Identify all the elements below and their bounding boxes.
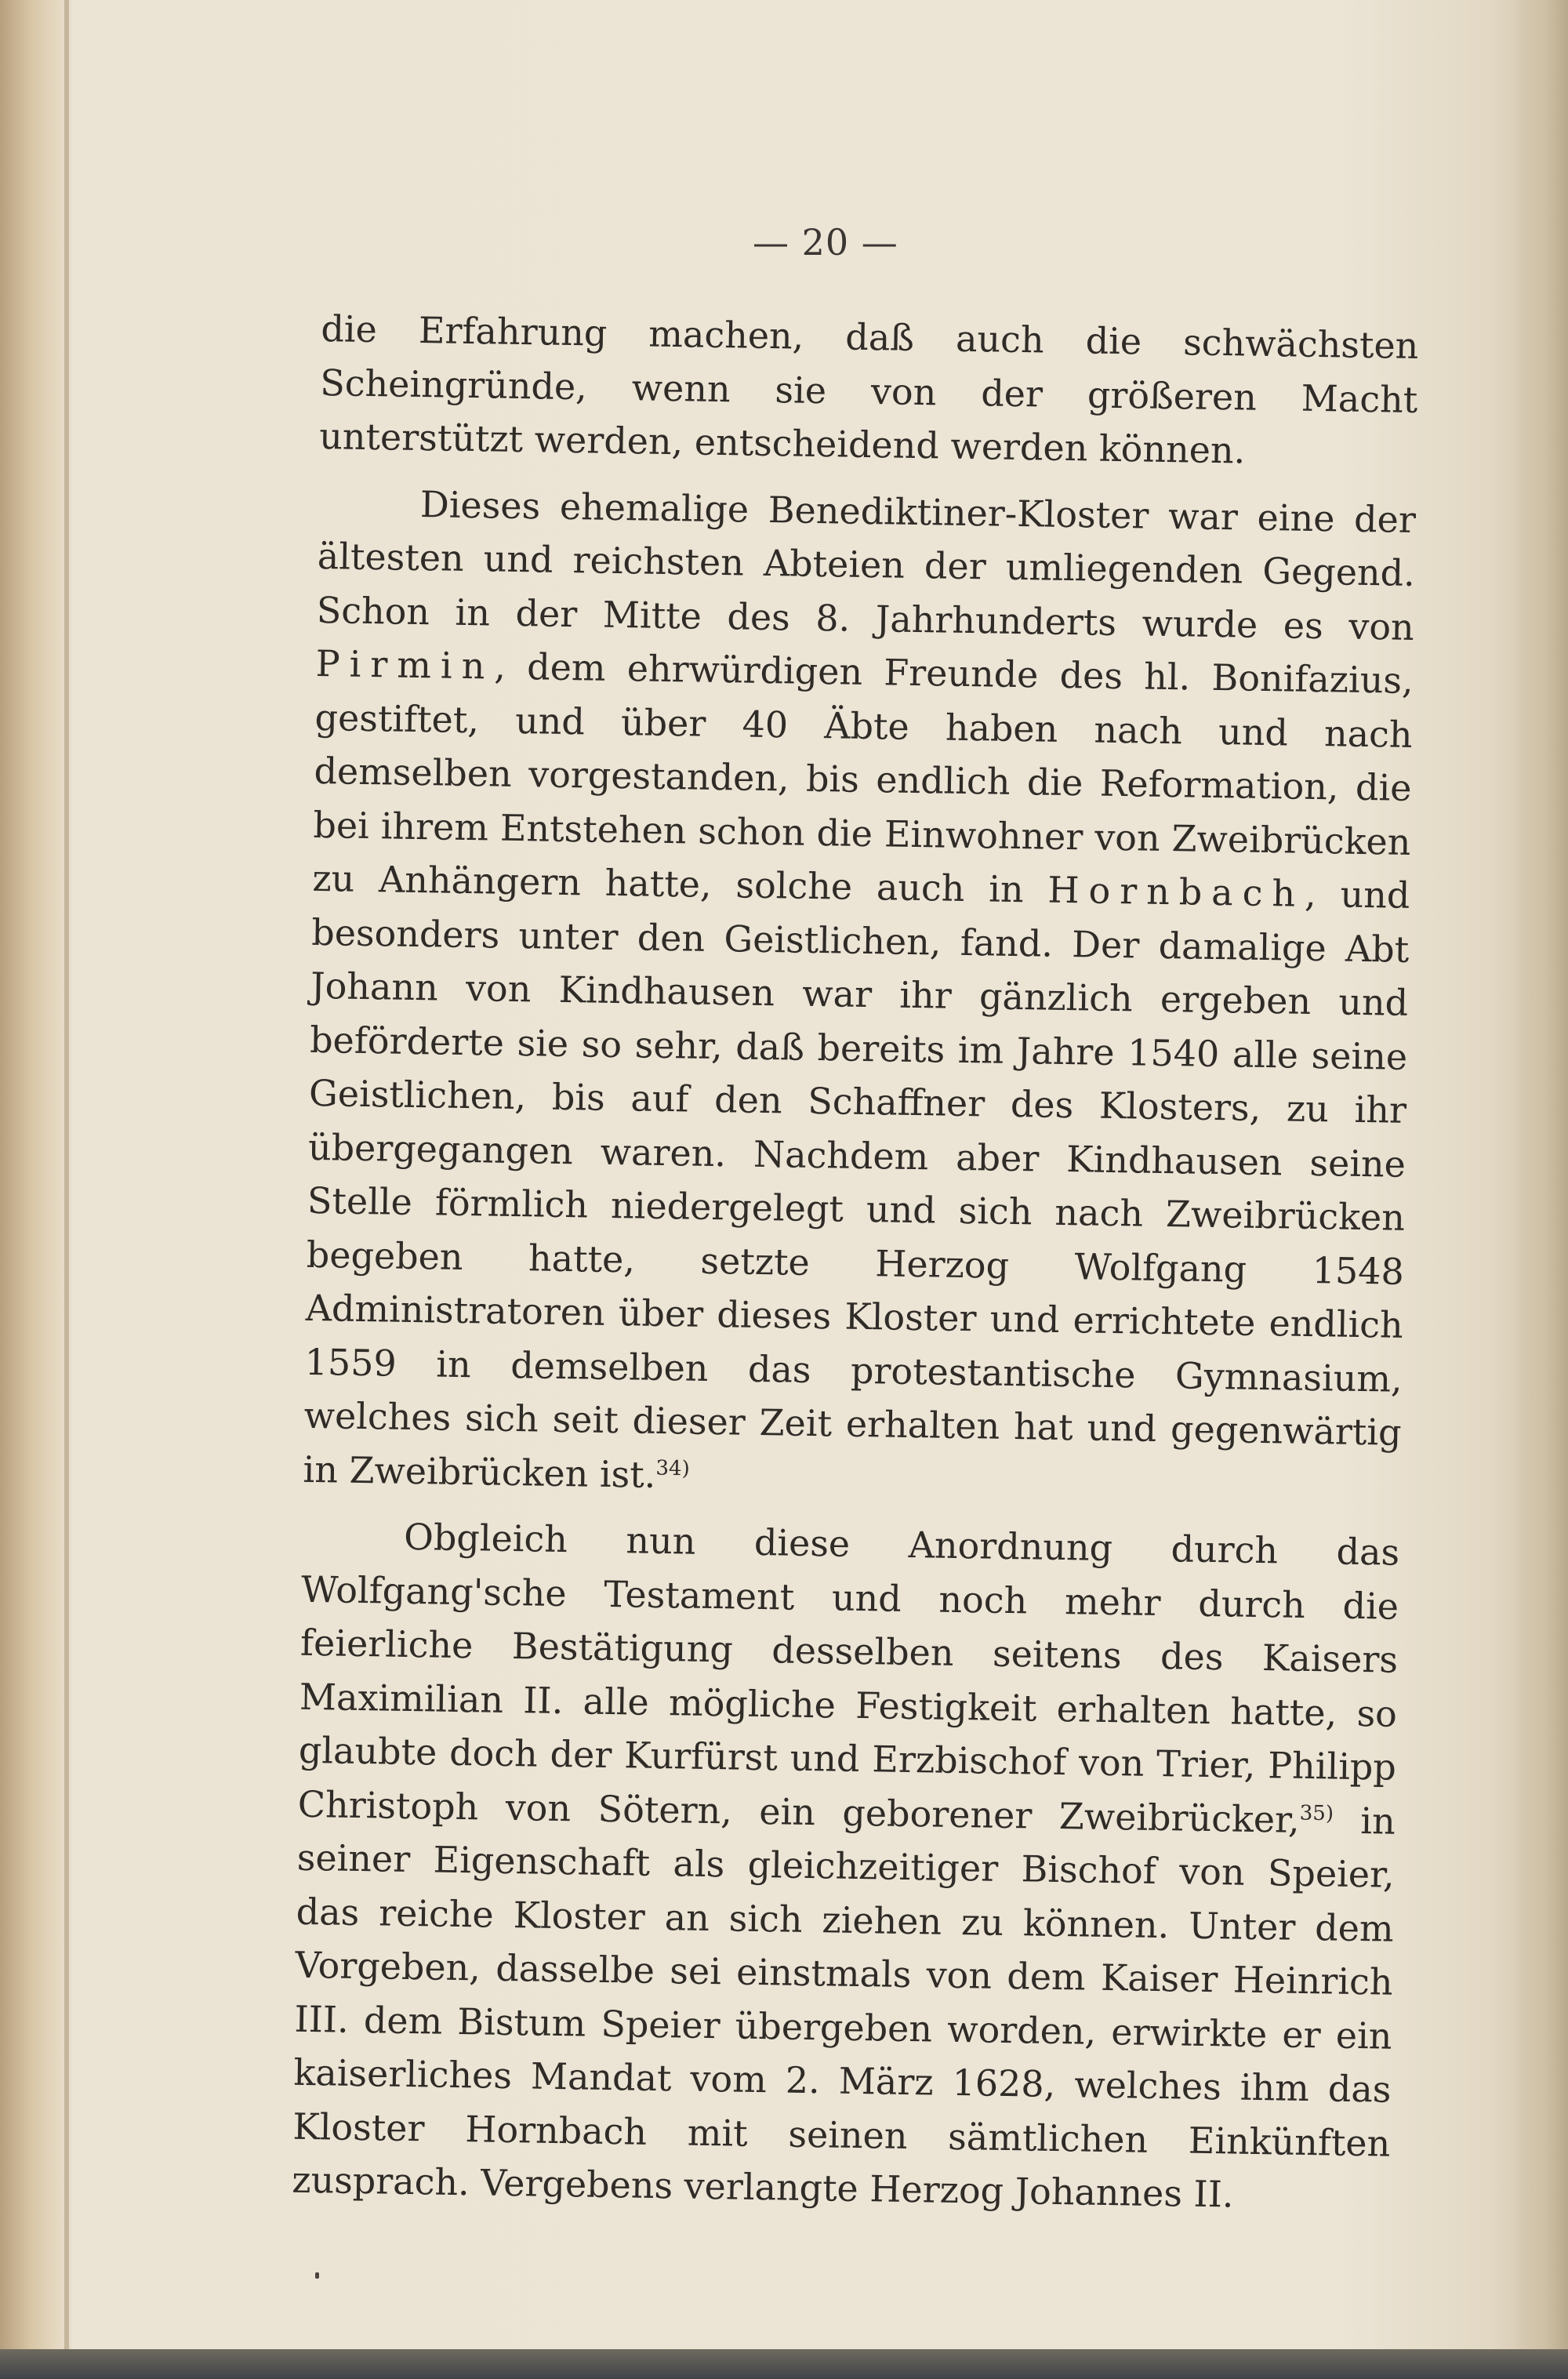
text-segment: Obgleich nun diese Anordnung durch das Wolfgang'sche Testament und noch mehr durch die feierliche Bestätigung desselben seitens des Kaisers Maximilian II. alle mögliche Festigkeit erhalten hatte, so glaubte doch der Kurfürst und Erzbischof von Trier, Philipp Christoph von Sötern, ein geborener Zweibrücker, bbox=[297, 1515, 1400, 1841]
text-segment: Dieses ehemalige Benediktiner-Kloster war eine der ältesten und reichsten Abteien der umliegenden Gegend. Schon in der Mitte des 8. Jahrhunderts wurde es von bbox=[316, 482, 1417, 648]
text-segment: , dem ehrwürdigen Freunde des hl. Bonifazius, gestiftet, und über 40 Äbte haben nach und nach demselben vorgestanden, bis endlich die Reformation, die bei ihrem Entstehen schon die Einwohner von Zweibrücken zu Anhängern hatte, solche auch in bbox=[312, 645, 1414, 911]
paragraph bbox=[319, 302, 1419, 480]
footnote-marker: 35) bbox=[1299, 1801, 1334, 1825]
page-number: — 20 — bbox=[753, 221, 898, 263]
footnote-marker: 34) bbox=[655, 1456, 690, 1480]
scan-border bbox=[0, 2349, 1568, 2379]
paragraph bbox=[292, 1509, 1400, 2224]
gutter-shadow bbox=[64, 0, 69, 2379]
text-segment: die Erfahrung machen, daß auch die schwächsten Scheingründe, wenn sie von der größeren Macht unterstützt werden, entscheidend werden können. bbox=[318, 307, 1419, 472]
body-text bbox=[292, 302, 1419, 2224]
paragraph bbox=[303, 475, 1416, 1513]
spaced-name-pirmin: Pirmin bbox=[315, 641, 495, 688]
ink-speck bbox=[315, 2272, 319, 2279]
text-segment: in seiner Eigenschaft als gleichzeitiger Bischof von Speier, das reiche Kloster an sich ziehen zu können. Unter dem Vorgeben, dasselbe sei einstmals von dem Kaiser Heinrich III. dem Bistum Speier übergeben worden, erwirkte er ein kaiserliches Mandat vom 2. März 1628, welches ihm das Kloster Hornbach mit seinen sämtlichen Einkünften zusprach. Vergebens verlangte Herzog Johannes II. bbox=[291, 1799, 1396, 2216]
text-segment: , und besonders unter den Geistlichen, fand. Der damalige Abt Johann von Kindhausen war ihr gänzlich ergeben und beförderte sie so sehr, daß bereits im Jahre 1540 alle seine Geistlichen, bis auf den Schaffner des Klosters, zu ihr übergegangen waren. Nachdem aber Kindhausen seine Stelle förmlich niedergelegt und sich nach Zweibrücken begeben hatte, setzte Herzog Wolfgang 1548 Administratoren über dieses Kloster und errichtete endlich 1559 in demselben das protestantische Gymnasium, welches sich seit dieser Zeit erhalten hat und gegenwärtig in Zweibrücken ist. bbox=[303, 872, 1410, 1496]
spaced-name-hornbach: Hornbach bbox=[1047, 868, 1305, 915]
page-edge bbox=[1513, 0, 1568, 2379]
book-gutter bbox=[0, 0, 72, 2379]
